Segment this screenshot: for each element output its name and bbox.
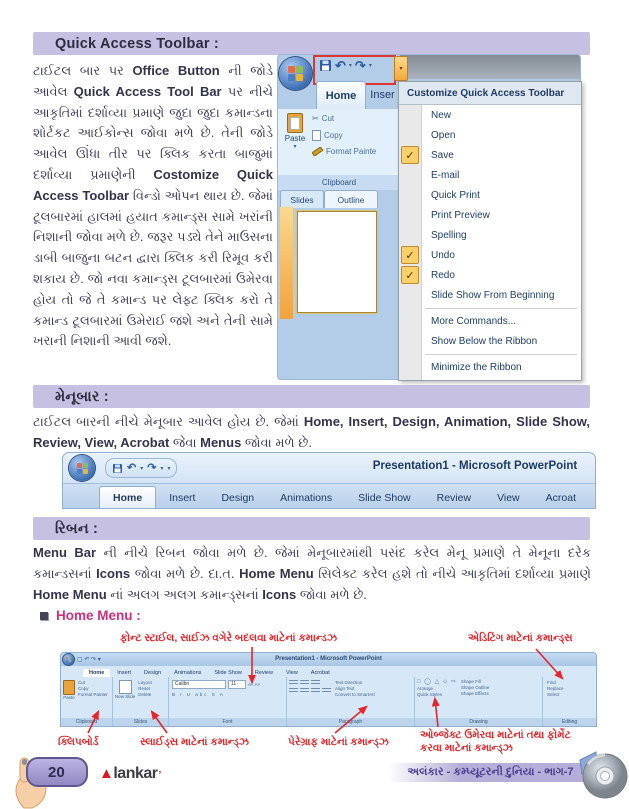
format-painter-icon xyxy=(312,147,323,156)
text-run: પર નીચે આકૃતિમાં દર્શાવ્યા પ્રમાણે જુદા જુદા કમાન્ડના શોર્ટકટ આઈકોન્સ જોવા મળે છે. તેની જોડે આવેલ ઊંધા તીર પર ક્લિક કરતા બાજુમાં દર્શાવ્યા પ્રમાણેની xyxy=(33,83,273,182)
tab-label: Inser xyxy=(370,89,395,101)
text-run: Icons xyxy=(262,586,297,602)
cd-graphic xyxy=(578,748,628,804)
menu-item-minimize-ribbon[interactable] xyxy=(399,357,581,377)
logo-triangle-icon: ▲ xyxy=(99,765,114,782)
tab-view[interactable] xyxy=(484,487,533,508)
shapes-gallery-icon[interactable]: □ ◯ △ ⬦ ⇨ xyxy=(417,679,457,685)
reset-label[interactable]: Reset xyxy=(138,686,151,691)
copy-icon xyxy=(312,130,321,141)
group-label xyxy=(543,718,596,726)
menu-item-quick-print[interactable] xyxy=(399,185,581,205)
group-label-text: Font xyxy=(222,719,233,725)
text-run: Home Menu xyxy=(239,565,314,581)
section-title: મેનૂબાર : xyxy=(55,388,109,405)
text-run: જોવા મળે છે. xyxy=(296,586,367,602)
check-icon: ✓ xyxy=(401,246,419,264)
align-text-label[interactable]: Align Text xyxy=(335,686,355,691)
tab-label: Slide Show xyxy=(358,491,411,504)
group-label-text: Editing xyxy=(561,719,578,725)
tab-slide-show[interactable]: Slide Show xyxy=(214,670,242,676)
tab-home[interactable] xyxy=(316,81,366,110)
check-icon: ✓ xyxy=(401,266,419,284)
group-label xyxy=(61,718,112,726)
text-run: જેવા xyxy=(169,434,201,450)
convert-smartart-label[interactable]: Convert to SmartArt xyxy=(335,692,375,697)
book-title: અલંકાર - કમ્પ્યૂટરની દુનિયા - ભાગ-7 xyxy=(407,766,574,778)
menu-item-open[interactable] xyxy=(399,125,581,145)
text-run: Quick Access Tool Bar xyxy=(73,83,222,99)
tab-home[interactable] xyxy=(99,486,156,508)
cut-label[interactable]: Cut xyxy=(78,680,86,685)
tab-label: Animations xyxy=(280,491,333,504)
logo-apostrophe: ’ xyxy=(158,770,161,781)
annotation-font-commands: ફોન્ટ સ્ટાઈલ, સાઈઝ વગેરે બદલવા માટેનાં કમાન્ડઝ xyxy=(120,632,337,644)
slide-thumbnail[interactable] xyxy=(297,211,377,313)
save-icon[interactable] xyxy=(319,59,332,72)
section-header-menubar xyxy=(33,385,590,408)
text-run: Icons xyxy=(96,565,131,581)
menu-body xyxy=(399,105,581,380)
slide-pane-strip xyxy=(280,207,293,319)
annotation-paragraph-commands: પેરેગ્રાફ માટેનાં કમાન્ડ્ઝ xyxy=(288,736,389,748)
menu-item-label: New xyxy=(431,109,452,121)
undo-caret-icon[interactable]: ▾ xyxy=(348,63,352,69)
format-painter-label: Format Painte xyxy=(326,147,377,156)
copy-label[interactable]: Copy xyxy=(78,686,89,691)
menu-item-label: Print Preview xyxy=(431,209,490,221)
menu-item-label: Spelling xyxy=(431,229,467,241)
menu-item-redo[interactable] xyxy=(399,265,581,285)
group-label-text: Clipboard xyxy=(75,719,98,725)
tab-label: Review xyxy=(436,491,472,504)
paste-caret-icon: ▾ xyxy=(293,144,297,150)
page-number: 20 xyxy=(48,763,65,781)
tab-design[interactable] xyxy=(208,487,267,508)
text-run: સિલેક્ટ કરેલ હશે તો નીચે આકૃતિમાં દર્શાવ્યા પ્રમાણે xyxy=(313,565,591,581)
annotation-line: ઓબ્જેક્ટ ઉમેરવા માટેનાં તથા ફોર્મેટ xyxy=(420,729,571,741)
menu-item-label: Redo xyxy=(431,269,455,281)
qat-overflow-icon[interactable]: ▾ xyxy=(167,465,171,472)
text-run: Home, Insert, Design, Animation, Slide Show, Review, View, Acrobat xyxy=(33,414,591,450)
tab-acrobat[interactable]: Acrobat xyxy=(310,670,330,676)
tab-acrobat[interactable] xyxy=(533,487,589,508)
group-slides xyxy=(113,677,169,726)
tab-label: Design xyxy=(221,491,255,504)
paragraph-ribbon xyxy=(33,543,591,605)
tab-label: Insert xyxy=(169,491,196,504)
annotation-editing-commands: એડિટિંગ માટેનાં કમાન્ડ્સ xyxy=(468,632,573,644)
group-label xyxy=(169,718,286,726)
copy-command[interactable] xyxy=(312,130,398,141)
home-menu-heading xyxy=(40,608,141,623)
format-painter-label[interactable]: Format Painter xyxy=(78,692,108,697)
undo-icon[interactable]: ↶ xyxy=(335,58,346,73)
text-run: જોવા મળે છે. દા.ત. xyxy=(130,565,240,581)
section-title: Quick Access Toolbar : xyxy=(55,35,219,52)
paragraph-menubar xyxy=(33,412,590,454)
tab-insert[interactable] xyxy=(156,487,208,508)
section-header-ribbon xyxy=(33,517,590,540)
redo-caret-icon[interactable]: ▾ xyxy=(368,63,372,69)
select-label[interactable]: Select xyxy=(547,692,560,697)
office-button[interactable] xyxy=(69,455,95,481)
tab-label: View xyxy=(497,491,520,504)
menu-item-save[interactable] xyxy=(399,145,581,165)
paste-button[interactable] xyxy=(281,112,309,170)
menu-item-label: Minimize the Ribbon xyxy=(431,361,522,373)
text-run: Office Button xyxy=(132,63,220,78)
paragraph-quick-access xyxy=(33,61,273,352)
tab-label: Home xyxy=(113,491,143,504)
text-run: ટાઈટલ બાર પર xyxy=(33,63,133,78)
menu-item-label: Show Below the Ribbon xyxy=(431,335,538,347)
new-slide-icon[interactable] xyxy=(119,680,132,694)
figure-qat-screenshot xyxy=(278,55,580,379)
office-button[interactable] xyxy=(279,57,312,90)
justify-icon[interactable] xyxy=(322,688,331,694)
window-titlebar xyxy=(400,55,580,79)
text-run: Costomize Quick Access Toolbar xyxy=(33,166,273,203)
align-right-icon[interactable] xyxy=(311,688,320,694)
save-icon[interactable] xyxy=(112,463,123,474)
paste-label: Paste xyxy=(284,134,306,143)
book-title-strip xyxy=(388,763,593,782)
figure-titlebar-screenshot xyxy=(62,452,596,509)
clipboard-group-label xyxy=(278,175,400,190)
pane-tab-label: Slides xyxy=(290,194,314,205)
delete-label[interactable]: Delete xyxy=(138,692,152,697)
grow-shrink-font-icons[interactable]: A˄ A˅ xyxy=(248,681,261,687)
menu-tab-row xyxy=(83,666,336,677)
alankar-logo xyxy=(99,765,161,783)
redo-caret-icon[interactable]: ▾ xyxy=(160,465,164,472)
tab-label: Acroat xyxy=(545,491,576,504)
undo-icon[interactable]: ↶ xyxy=(127,461,137,474)
quick-access-toolbar xyxy=(315,57,394,74)
font-size-combobox[interactable]: 11 xyxy=(228,680,246,689)
tab-animations[interactable] xyxy=(267,487,345,508)
check-icon: ✓ xyxy=(401,146,419,164)
text-run: Home Menu xyxy=(33,586,107,602)
quick-access-toolbar xyxy=(105,458,177,478)
menu-item-show-below-ribbon[interactable] xyxy=(399,331,581,351)
menu-item-label: Open xyxy=(431,129,456,141)
menu-separator xyxy=(425,308,577,309)
new-slide-label: New Slide xyxy=(115,694,136,699)
office-button[interactable] xyxy=(63,654,74,665)
text-direction-label[interactable]: Text Direction xyxy=(335,680,363,685)
office-logo-icon xyxy=(288,66,303,81)
menu-item-label: Quick Print xyxy=(431,189,480,201)
tab-review[interactable] xyxy=(424,487,484,508)
menu-item-email[interactable] xyxy=(399,165,581,185)
figure-home-ribbon-screenshot xyxy=(60,652,597,727)
menu-item-spelling[interactable] xyxy=(399,225,581,245)
arrange-label[interactable]: Arrange xyxy=(417,686,434,691)
annotation-slides-commands: સ્લાઈડ્સ માટેનાં કમાન્ડ્ઝ xyxy=(140,736,249,748)
redo-icon[interactable]: ↷ xyxy=(147,461,157,474)
paste-label: Paste xyxy=(63,695,75,700)
titlebar-row xyxy=(63,453,595,483)
text-run: Menu Bar xyxy=(33,545,97,560)
shape-effects-label[interactable]: Shape Effects xyxy=(460,691,489,696)
numbering-icon[interactable] xyxy=(300,680,309,686)
annotation-line: કરવા માટેનાં કમાન્ડ્ઝ xyxy=(420,742,513,754)
cut-label: Cut xyxy=(321,114,335,123)
tab-home[interactable]: Home xyxy=(83,669,110,677)
replace-label[interactable]: Replace xyxy=(547,686,564,691)
section-header-quick-access-toolbar xyxy=(33,32,590,55)
square-bullet-icon xyxy=(40,612,48,620)
group-drawing xyxy=(415,677,543,726)
pane-tab-outline[interactable] xyxy=(324,190,378,208)
font-name-combobox[interactable]: Calibri xyxy=(172,680,226,689)
page-number-button xyxy=(26,757,88,787)
menu-item-slideshow-from-beginning[interactable] xyxy=(399,285,581,305)
text-run: Menus xyxy=(200,434,242,450)
group-paragraph xyxy=(287,677,415,726)
copy-label: Copy xyxy=(324,131,343,140)
redo-icon[interactable]: ↷ xyxy=(354,58,366,73)
align-left-icon[interactable] xyxy=(289,688,298,694)
group-label xyxy=(113,718,168,726)
menu-item-label: More Commands... xyxy=(431,315,517,327)
group-label xyxy=(415,718,542,726)
bullets-icon[interactable] xyxy=(289,680,298,686)
format-painter-command[interactable] xyxy=(312,147,398,156)
menu-item-label: Slide Show From Beginning xyxy=(431,289,555,301)
undo-caret-icon[interactable]: ▾ xyxy=(140,465,144,472)
menu-item-undo[interactable] xyxy=(399,245,581,265)
text-run: ની નીચે રિબન જોવા મળે છે. જેમાં મેનૂબારમાંથી પસંદ કરેલ મેનૂ પ્રમાણે તે મેનૂના દરેક કમાન્ડસનાં xyxy=(33,545,591,581)
shape-fill-label[interactable]: Shape Fill xyxy=(460,679,481,684)
paste-icon[interactable] xyxy=(63,680,75,695)
customize-qat-menu xyxy=(398,81,582,381)
group-label xyxy=(287,718,414,726)
office-logo-icon xyxy=(77,463,88,474)
group-clipboard xyxy=(61,677,113,726)
menu-item-new[interactable] xyxy=(399,105,581,125)
group-label-text: Slides xyxy=(133,719,148,725)
qat-customize-dropdown-button[interactable]: ▾ xyxy=(394,56,408,81)
find-label[interactable]: Find xyxy=(547,680,556,685)
group-label-text: Drawing xyxy=(469,719,488,725)
tab-view[interactable]: View xyxy=(285,670,298,676)
group-label-text: Paragraph xyxy=(338,719,363,725)
text-run: જોવા મળે છે. xyxy=(241,434,312,450)
pane-tab-slides[interactable] xyxy=(280,190,324,208)
paste-icon xyxy=(287,113,303,133)
tab-design[interactable]: Design xyxy=(144,670,162,676)
ribbon-groups xyxy=(61,677,596,726)
logo-text: lankar xyxy=(113,765,158,782)
group-font xyxy=(169,677,287,726)
tab-label: Home xyxy=(325,90,357,102)
window-title: Presentation1 - Microsoft PowerPoint xyxy=(372,460,578,472)
section-title: રિબન : xyxy=(55,520,99,537)
menu-item-print-preview[interactable] xyxy=(399,205,581,225)
menu-item-label: Undo xyxy=(431,249,455,261)
quick-styles-label[interactable]: Quick Styles xyxy=(417,692,443,697)
window-title: Presentation1 - Microsoft PowerPoint xyxy=(275,656,382,662)
home-menu-title: Home Menu : xyxy=(56,608,141,623)
cut-command[interactable] xyxy=(312,114,398,123)
pane-tab-label: Outline xyxy=(337,194,365,205)
tab-insert[interactable]: Insert xyxy=(117,670,132,676)
menu-item-more-commands[interactable] xyxy=(399,311,581,331)
text-run: ની જોડે આવેલ xyxy=(33,63,273,99)
menu-tab-row xyxy=(63,483,595,508)
menu-title-text: Customize Quick Access Toolbar xyxy=(407,87,565,99)
indent-icon[interactable] xyxy=(311,680,320,686)
text-run: ટાઈટલ બારની નીચે મેનૂબાર આવેલ હોય છે. જેમાં xyxy=(33,414,304,429)
annotation-clipboard: ક્લિપબોર્ડ xyxy=(58,736,99,748)
annotation-drawing-commands xyxy=(420,729,571,755)
tab-slide-show[interactable] xyxy=(345,487,424,508)
shape-outline-label[interactable]: Shape Outline xyxy=(460,685,490,690)
quick-access-toolbar: ▢ ↶ ↷ ▾ xyxy=(77,657,101,663)
group-label-text: Clipboard xyxy=(321,178,357,187)
menu-item-label: E-mail xyxy=(431,169,460,181)
menu-item-label: Save xyxy=(431,149,454,161)
text-run: વિન્ડો ઓપન થાય છે. જેમાં ટૂલબારમાં હાલમાં હયાત કમાન્ડ્સ સામે ખરાંની નિશાની જોવા મળે છે. જરૂર પડ્યે તેને માઉસના ડાબી બાજુના બટન દ્વારા ક્લિક કરી રિમૂવ કરી શકાય છે. જો નવા કમાન્ડ્સ ટૂલબારમાં ઉમેરવા હોય તો જે તે કમાન્ડ પર લેફ્ટ ક્લિક કરો તે કમાન્ડ ટૂલબારમાં ઉમેરાઈ જશે અને તેની સામે ખરાની નિશાની આવી જશે. xyxy=(33,187,273,349)
tab-insert[interactable] xyxy=(366,81,399,109)
group-editing xyxy=(543,677,596,726)
align-center-icon[interactable] xyxy=(300,688,309,694)
layout-label[interactable]: Layout xyxy=(138,680,152,685)
cut-icon: ✂ xyxy=(312,114,319,123)
menu-separator xyxy=(425,354,577,355)
menu-title xyxy=(399,82,581,105)
text-run: નાં અલગ અલગ કમાન્ડ્સનાં xyxy=(106,586,263,602)
tab-review[interactable]: Review xyxy=(254,670,273,676)
office-logo-icon xyxy=(66,657,71,662)
font-style-buttons[interactable]: B I U abc S A xyxy=(172,692,225,697)
tab-animations[interactable]: Animations xyxy=(174,670,202,676)
